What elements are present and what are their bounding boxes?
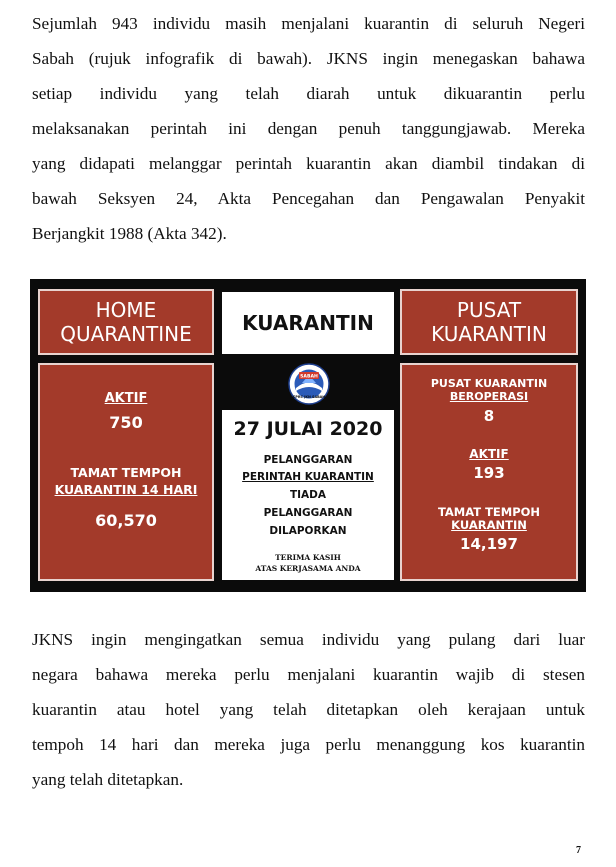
center-line-1: PELANGGARAN [263,454,353,466]
center-line-5: DILAPORKAN [269,525,347,537]
hq-aktif-value: 750 [109,413,143,432]
pusat-kuarantin-panel [400,363,578,581]
pusat-kuarantin-header [400,289,578,355]
report-date: 27 JULAI 2020 [233,418,383,440]
hq-aktif-label: AKTIF [104,391,148,406]
paragraph-line: setiap individu yang telah diarah untuk dikuarantin perlu [32,84,585,103]
quarantine-infographic [30,279,586,592]
intro-paragraph [32,6,585,251]
logo-top-text: SABAH [300,374,318,380]
hq-tamat-line2: KUARANTIN 14 HARI [54,482,198,497]
logo-bottom-text: CPRC JKN SABAH [292,395,326,399]
hq-tamat-value: 60,570 [95,511,157,530]
paragraph-line: yang didapati melanggar perintah kuarantin akan diambil tindakan di [32,154,585,173]
paragraph-line: JKNS ingin mengingatkan semua individu yang pulang dari luar [32,630,585,649]
home-quarantine-header-line2: QUARANTINE [60,322,192,346]
center-line-4: PELANGGARAN [263,507,353,519]
pk-tamat-line1: TAMAT TEMPOH [437,505,541,519]
pk-aktif-label: AKTIF [469,447,509,461]
home-quarantine-panel [38,363,214,581]
paragraph-line: Sabah (rujuk infografik di bawah). JKNS ingin menegaskan bahawa [32,49,585,68]
center-line-2: PERINTAH KUARANTIN [242,471,374,483]
paragraph-line: melaksanakan perintah ini dengan penuh tanggungjawab. Mereka [32,119,585,138]
thanks-line-1: TERIMA KASIH [275,553,341,562]
kuarantin-title: KUARANTIN [222,292,394,354]
paragraph-line: bawah Seksyen 24, Akta Pencegahan dan Pengawalan Penyakit [32,189,585,208]
hq-tamat-line1: TAMAT TEMPOH [70,465,182,480]
pk-aktif-value: 193 [473,464,505,482]
pk-beroperasi-line2: BEROPERASI [449,390,529,403]
pk-tamat-value: 14,197 [460,535,518,553]
paragraph-line: yang telah ditetapkan. [32,770,184,789]
paragraph-line: kuarantin atau hotel yang telah ditetapkan oleh kerajaan untuk [32,700,585,719]
center-status-panel [222,410,394,580]
paragraph-line: negara bahawa mereka perlu menjalani kuarantin wajib di stesen [32,665,585,684]
pk-beroperasi-line1: PUSAT KUARANTIN [430,377,548,390]
reminder-paragraph [32,622,585,797]
paragraph-line: tempoh 14 hari dan mereka juga perlu menanggung kos kuarantin [32,735,585,754]
home-quarantine-header-line1: HOME [95,298,157,322]
paragraph-line: Sejumlah 943 individu masih menjalani kuarantin di seluruh Negeri [32,14,585,33]
jkn-sabah-logo [288,363,330,405]
paragraph-line: Berjangkit 1988 (Akta 342). [32,224,227,243]
pusat-kuarantin-header-line1: PUSAT [456,298,522,322]
center-line-3: TIADA [289,489,327,501]
thanks-line-2: ATAS KERJASAMA ANDA [255,564,361,573]
page-number: 7 [576,845,581,856]
pusat-kuarantin-header-line2: KUARANTIN [431,322,547,346]
home-quarantine-header [38,289,214,355]
pk-beroperasi-value: 8 [483,407,495,425]
pk-tamat-line2: KUARANTIN [451,518,527,532]
